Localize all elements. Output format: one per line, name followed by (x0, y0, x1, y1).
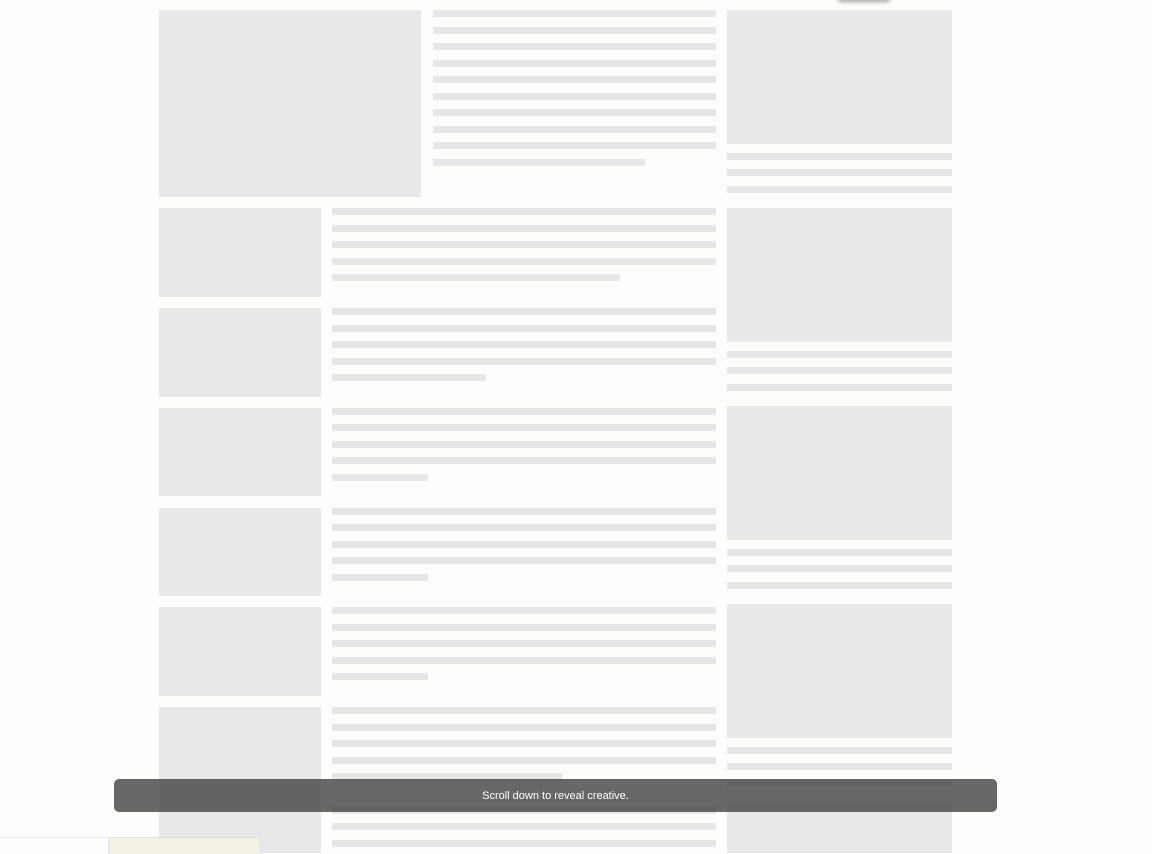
text-line (332, 225, 716, 232)
text-line (332, 640, 716, 647)
scroll-notice-banner (114, 779, 997, 812)
text-line (433, 126, 716, 133)
text-line (332, 740, 716, 747)
text-line (433, 159, 645, 166)
text-line (332, 441, 716, 448)
text-line (433, 76, 716, 83)
text-line (332, 374, 486, 381)
text-line (332, 308, 716, 315)
text-line (727, 169, 952, 176)
text-line (727, 367, 952, 374)
text-line (332, 408, 716, 415)
text-line (332, 541, 716, 548)
text-line (332, 341, 716, 348)
text-line (727, 565, 952, 572)
text-line (332, 457, 716, 464)
text-line (727, 763, 952, 770)
text-line (727, 186, 952, 193)
text-line (332, 757, 716, 764)
text-line (433, 43, 716, 50)
text-line (332, 624, 716, 631)
text-line (332, 274, 620, 281)
text-line (332, 524, 716, 531)
text-line (433, 60, 716, 67)
text-line (727, 747, 952, 754)
text-line (332, 474, 428, 481)
bottom-tab[interactable] (108, 837, 261, 854)
text-line (332, 657, 716, 664)
text-line (727, 384, 952, 391)
text-line (332, 208, 716, 215)
text-line (433, 109, 716, 116)
text-line (727, 351, 952, 358)
sidebar-image-placeholder (727, 406, 952, 540)
text-line (332, 557, 716, 564)
sidebar-image-placeholder (727, 10, 952, 144)
text-line (332, 325, 716, 332)
text-line (433, 142, 716, 149)
text-line (332, 241, 716, 248)
thumbnail-placeholder (159, 208, 321, 297)
text-line (332, 724, 716, 731)
thumbnail-placeholder (159, 508, 321, 596)
sidebar-image-placeholder (727, 604, 952, 738)
scroll-notice-text: Scroll down to reveal creative. (482, 789, 629, 802)
featured-image-placeholder (159, 10, 421, 197)
text-line (433, 10, 716, 17)
thumbnail-placeholder (159, 308, 321, 397)
text-line (332, 823, 716, 830)
bottom-divider (0, 837, 108, 838)
text-line (332, 508, 716, 515)
text-line (727, 582, 952, 589)
text-line (332, 574, 428, 581)
text-line (332, 607, 716, 614)
text-line (727, 549, 952, 556)
text-line (332, 258, 716, 265)
text-line (332, 707, 716, 714)
text-line (727, 153, 952, 160)
text-line (433, 27, 716, 34)
text-line (332, 840, 716, 847)
text-line (332, 424, 716, 431)
text-line (332, 358, 716, 365)
sidebar-image-placeholder (727, 208, 952, 342)
text-line (332, 673, 428, 680)
text-line (433, 93, 716, 100)
thumbnail-placeholder (159, 607, 321, 696)
thumbnail-placeholder (159, 408, 321, 496)
